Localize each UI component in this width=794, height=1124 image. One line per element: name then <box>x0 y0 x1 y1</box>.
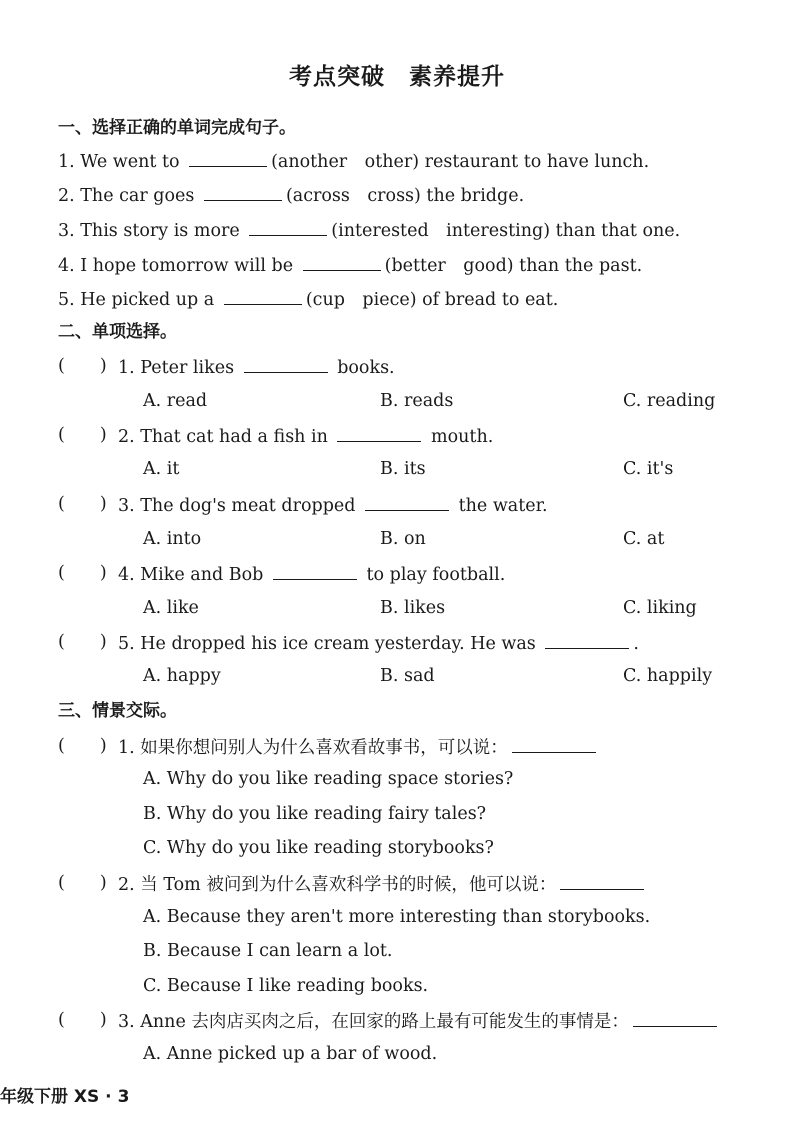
mc-question-4 <box>118 561 505 587</box>
answer-parentheses[interactable]: ( ) <box>58 356 107 376</box>
answer-blank <box>365 492 449 511</box>
sentence-text: 2. The car goes <box>58 186 200 206</box>
option-a[interactable]: A. Anne picked up a bar of wood. <box>143 1044 438 1064</box>
answer-parentheses[interactable]: ( ) <box>58 1010 107 1030</box>
option-b[interactable]: B. Because I can learn a lot. <box>143 941 393 961</box>
option-b[interactable]: B. its <box>380 459 426 479</box>
option-a[interactable]: A. read <box>143 391 208 411</box>
answer-blank <box>545 630 629 649</box>
answer-blank <box>244 354 328 373</box>
sentence-text: 4. I hope tomorrow will be <box>58 256 299 276</box>
question-text: 3. The dog's meat dropped <box>118 496 362 516</box>
option-a[interactable]: A. it <box>143 459 180 479</box>
option-c[interactable]: C. Why do you like reading storybooks? <box>143 838 494 858</box>
section1-heading: 一、选择正确的单词完成句子。 <box>58 118 296 138</box>
answer-blank[interactable] <box>303 252 381 271</box>
sentence-text: (cup piece) of bread to eat. <box>305 290 559 310</box>
answer-blank <box>560 871 644 890</box>
option-b[interactable]: B. likes <box>380 598 446 618</box>
option-b[interactable]: B. Why do you like reading fairy tales? <box>143 804 487 824</box>
sentence-text: (another other) restaurant to have lunch. <box>271 152 650 172</box>
question-text: . <box>633 634 639 654</box>
option-c[interactable]: C. liking <box>623 598 697 618</box>
answer-parentheses[interactable]: ( ) <box>58 873 107 893</box>
question-text: 1. 如果你想问别人为什么喜欢看故事书，可以说： <box>118 738 508 758</box>
question-text: 2. 当 Tom 被问到为什么喜欢科学书的时候，他可以说： <box>118 875 557 895</box>
answer-parentheses[interactable]: ( ) <box>58 736 107 756</box>
option-c[interactable]: C. reading <box>623 391 716 411</box>
question-text: books. <box>331 358 395 378</box>
answer-parentheses[interactable]: ( ) <box>58 494 107 514</box>
question-text: the water. <box>453 496 548 516</box>
mc-question-1 <box>118 354 395 380</box>
option-b[interactable]: B. sad <box>380 666 435 686</box>
section3-heading: 三、情景交际。 <box>58 701 177 721</box>
mc-question-5 <box>118 630 639 656</box>
question-text: 2. That cat had a fish in <box>118 427 334 447</box>
answer-parentheses[interactable]: ( ) <box>58 632 107 652</box>
answer-blank <box>273 561 357 580</box>
option-a[interactable]: A. Because they aren't more interesting than storybooks. <box>143 907 651 927</box>
answer-blank[interactable] <box>204 182 282 201</box>
answer-blank <box>337 423 421 442</box>
option-c[interactable]: C. it's <box>623 459 674 479</box>
page-title: 考点突破 素养提升 <box>289 64 505 90</box>
fill-sentence-2 <box>58 182 524 208</box>
page-footer: 年级下册 XS · 3 <box>0 1087 130 1107</box>
option-b[interactable]: B. on <box>380 529 426 549</box>
sentence-text: 1. We went to <box>58 152 186 172</box>
option-a[interactable]: A. into <box>143 529 202 549</box>
option-a[interactable]: A. happy <box>143 666 221 686</box>
question-text: to play football. <box>360 565 506 585</box>
sentence-text: 5. He picked up a <box>58 290 220 310</box>
question-text: 5. He dropped his ice cream yesterday. He was <box>118 634 542 654</box>
fill-sentence-3 <box>58 217 680 243</box>
fill-sentence-4 <box>58 252 642 278</box>
answer-blank <box>512 734 596 753</box>
option-b[interactable]: B. reads <box>380 391 454 411</box>
sentence-text: (across cross) the bridge. <box>285 186 525 206</box>
answer-parentheses[interactable]: ( ) <box>58 425 107 445</box>
fill-sentence-1 <box>58 148 649 174</box>
answer-blank[interactable] <box>189 148 267 167</box>
sentence-text: (better good) than the past. <box>384 256 643 276</box>
sentence-text: (interested interesting) than that one. <box>331 221 681 241</box>
sentence-text: 3. This story is more <box>58 221 246 241</box>
mc-question-3 <box>118 492 548 518</box>
answer-parentheses[interactable]: ( ) <box>58 563 107 583</box>
question-text: mouth. <box>425 427 494 447</box>
question-text: 3. Anne 去肉店买肉之后，在回家的路上最有可能发生的事情是： <box>118 1012 629 1032</box>
answer-blank <box>633 1008 717 1027</box>
fill-sentence-5 <box>58 286 558 312</box>
question-text: 4. Mike and Bob <box>118 565 269 585</box>
answer-blank[interactable] <box>249 217 327 236</box>
option-c[interactable]: C. happily <box>623 666 713 686</box>
dialog-question-2 <box>118 871 648 897</box>
option-c[interactable]: C. at <box>623 529 665 549</box>
option-a[interactable]: A. Why do you like reading space stories? <box>143 769 514 789</box>
dialog-question-1 <box>118 734 600 760</box>
section2-heading: 二、单项选择。 <box>58 322 177 342</box>
answer-blank[interactable] <box>224 286 302 305</box>
option-c[interactable]: C. Because I like reading books. <box>143 976 429 996</box>
question-text: 1. Peter likes <box>118 358 240 378</box>
option-a[interactable]: A. like <box>143 598 199 618</box>
dialog-question-3 <box>118 1008 721 1034</box>
mc-question-2 <box>118 423 493 449</box>
